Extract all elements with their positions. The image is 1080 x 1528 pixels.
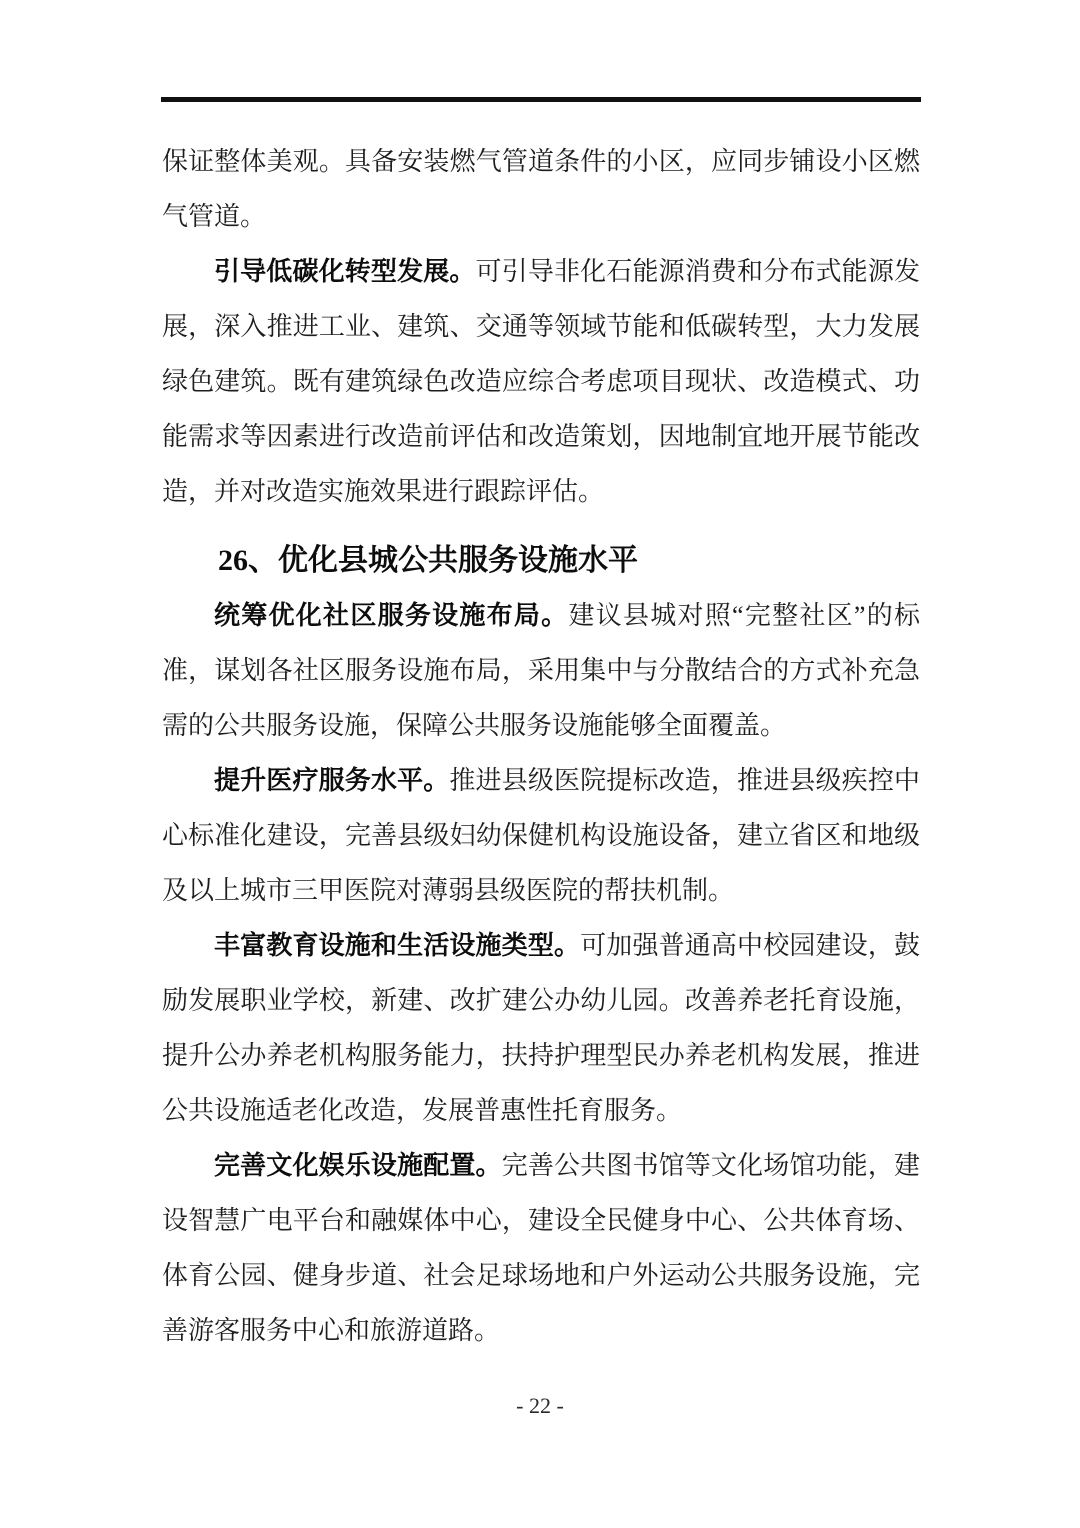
text-line: 提升公办养老机构服务能力，扶持护理型民办养老机构发展，推进 (162, 1041, 920, 1070)
text-line: 提升医疗服务水平。推进县级医院提标改造，推进县级疾控中 (214, 766, 920, 795)
text-line: 善游客服务中心和旅游道路。 (162, 1316, 501, 1345)
bold-lead-text: 丰富教育设施和生活设施类型。 (214, 931, 581, 960)
text-line: 需的公共服务设施，保障公共服务设施能够全面覆盖。 (162, 711, 787, 740)
text-line: 统筹优化社区服务设施布局。建议县城对照“完整社区”的标 (214, 601, 920, 630)
paragraph (162, 1138, 920, 1358)
text-line: 引导低碳化转型发展。可引导非化石能源消费和分布式能源发 (214, 257, 920, 286)
text-line: 展，深入推进工业、建筑、交通等领域节能和低碳转型，大力发展 (162, 312, 920, 341)
bold-lead-text: 引导低碳化转型发展。 (214, 257, 476, 286)
section-heading: 26、优化县城公共服务设施水平 (218, 544, 638, 577)
text-line: 体育公园、健身步道、社会足球场地和户外运动公共服务设施，完 (162, 1261, 920, 1290)
paragraph-continuation (162, 134, 920, 244)
bold-lead-text: 完善文化娱乐设施配置。 (214, 1151, 502, 1180)
text-line: 能需求等因素进行改造前评估和改造策划，因地制宜地开展节能改 (162, 422, 920, 451)
text-line: 准，谋划各社区服务设施布局，采用集中与分散结合的方式补充急 (162, 656, 920, 685)
paragraph (162, 918, 920, 1138)
bold-lead-text: 统筹优化社区服务设施布局。 (214, 601, 569, 630)
document-content (162, 134, 920, 1358)
text-line: 丰富教育设施和生活设施类型。可加强普通高中校园建设，鼓 (214, 931, 920, 960)
text-line: 公共设施适老化改造，发展普惠性托育服务。 (162, 1096, 683, 1125)
page-number: - 22 - (516, 1393, 564, 1418)
text-line: 绿色建筑。既有建筑绿色改造应综合考虑项目现状、改造模式、功 (162, 367, 920, 396)
header-rule (161, 97, 921, 102)
paragraph (162, 244, 920, 519)
text-line: 心标准化建设，完善县级妇幼保健机构设施设备，建立省区和地级 (162, 821, 920, 850)
text-line: 完善文化娱乐设施配置。完善公共图书馆等文化场馆功能，建 (214, 1151, 920, 1180)
paragraph (162, 588, 920, 753)
text-line: 设智慧广电平台和融媒体中心，建设全民健身中心、公共体育场、 (162, 1206, 920, 1235)
text-line: 及以上城市三甲医院对薄弱县级医院的帮扶机制。 (162, 876, 735, 905)
text-line: 励发展职业学校，新建、改扩建公办幼儿园。改善养老托育设施， (162, 986, 920, 1015)
paragraph (162, 753, 920, 918)
text-line: 气管道。 (162, 202, 267, 231)
text-line: 保证整体美观。具备安装燃气管道条件的小区，应同步铺设小区燃 (162, 147, 920, 176)
bold-lead-text: 提升医疗服务水平。 (214, 766, 450, 795)
text-line: 造，并对改造实施效果进行跟踪评估。 (162, 477, 605, 506)
